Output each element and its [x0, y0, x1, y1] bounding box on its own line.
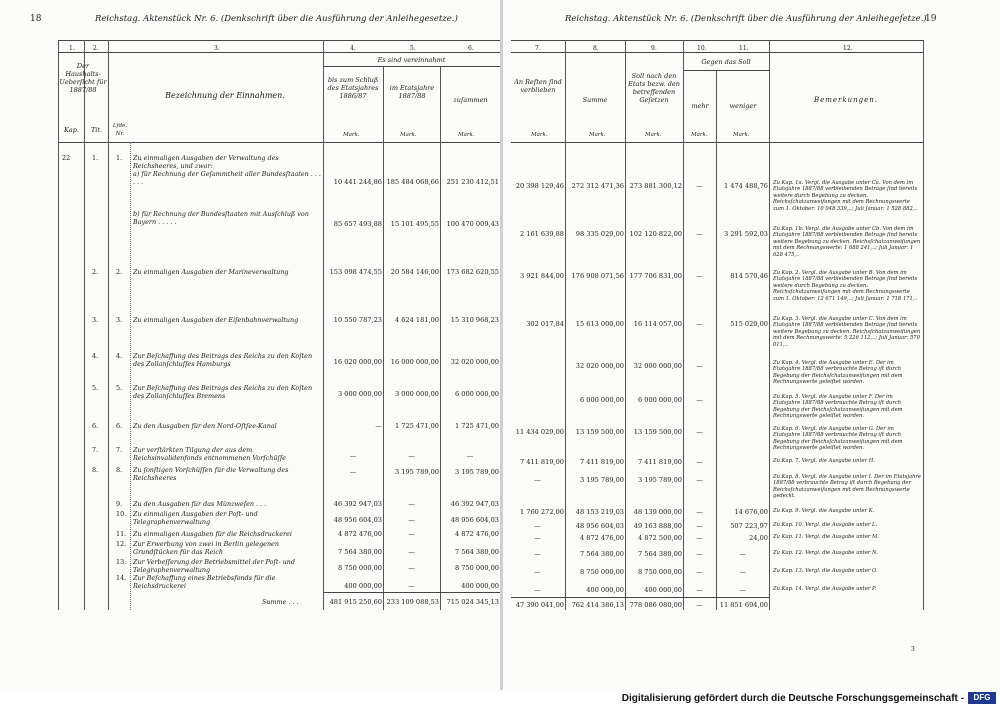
cell-col4: 4 872 476,00 [337, 530, 382, 538]
cell-col11: — [739, 568, 746, 576]
cell-description: Zu einmaligen Ausgaben der Marineverwaltung [133, 268, 289, 276]
footer-credit: Digitalisierung gefördert durch die Deutsche Forschungsgemeinschaft - [621, 693, 964, 704]
cell-remark: Zu Kap. 12. Vergl. die Ausgabe unter N. [773, 550, 878, 556]
cell-col4: — [349, 468, 357, 476]
header-kap: Kap. [64, 126, 79, 134]
cell-col4: — [349, 452, 357, 460]
cell-col8: 48 153 219,03 [575, 508, 624, 516]
col-rule [440, 66, 441, 610]
cell-col6: 8 750 000,00 [454, 564, 499, 572]
unit-label: Mark. [645, 132, 662, 138]
cell-col11: 1 474 488,76 [723, 182, 768, 190]
cell-col5: — [408, 582, 415, 590]
cell-col4: 8 750 000,00 [337, 564, 382, 572]
cell-col11: 24,00 [749, 534, 768, 542]
cell-remark: Zu Kap. 9. Vergl. die Ausgabe unter K. [773, 508, 875, 514]
cell-col11: 3 291 592,03 [723, 230, 768, 238]
cell-nr: 3. [116, 316, 123, 324]
cell-col5: 15 101 495,55 [390, 220, 439, 228]
cell-nr: 7. [116, 446, 123, 454]
header-tit: Tit. [90, 126, 103, 134]
cell-col10: — [696, 522, 703, 530]
cell-col6: 3 195 789,00 [454, 468, 499, 476]
cell-description: Zu den Ausgaben für das Münzweſen . . . [133, 500, 267, 508]
header-bottom-rule [58, 142, 500, 143]
cell-col11: 14 676,00 [734, 508, 768, 516]
cell-kap: 22 [62, 154, 71, 162]
cell-col11: 507 223,97 [730, 522, 768, 530]
cell-col7: — [534, 534, 541, 542]
col-rule-dotted [130, 142, 131, 610]
cell-description: Zu ſonſtigen Vorſchüſſen für die Verwaltung des Reichsheeres [133, 466, 289, 482]
header-col12: Bemerkungen. [813, 96, 879, 104]
cell-col8: 8 750 000,00 [579, 568, 624, 576]
cell-col10: — [696, 320, 703, 328]
cell-col5: — [408, 564, 415, 572]
sum-label: Summe . . . [262, 598, 299, 606]
cell-col10: — [696, 550, 703, 558]
unit-label: Mark. [589, 132, 606, 138]
table-top-rule [511, 40, 923, 41]
unit-label: Mark. [531, 132, 548, 138]
table-top-rule [58, 40, 500, 41]
cell-nr: 13. [116, 558, 127, 566]
header-col6: zuſammen [453, 96, 488, 104]
cell-col4: 85 657 493,88 [333, 220, 382, 228]
cell-remark: Zu Kap. 3. Vergl. die Ausgabe unter C. Von dem im Etatsjahre 1887/88 verbleibenden Betrage ſind bereits weitere Begebung zu decken. Reichsſchatzanweiſungen mit dem Rechnungswerte: 5 226 112,..; Juli Januar: 570 011,.. [773, 316, 921, 348]
cell-col10: — [696, 272, 703, 280]
cell-col4: 46 392 947,03 [333, 500, 382, 508]
right-page [503, 0, 1000, 690]
col-rule [923, 40, 924, 610]
cell-col9: 7 564 380,00 [637, 550, 682, 558]
cell-col5: 3 000 000,00 [394, 390, 439, 398]
cell-description: Zur Erwerbung von zwei in Berlin gelegenen Grundſtücken für das Reich [133, 540, 279, 556]
header-col7: An Reſten ſind verblieben [514, 78, 562, 94]
cell-col4: — [375, 422, 382, 430]
cell-col10: — [696, 534, 703, 542]
cell-tit: 6. [92, 422, 99, 430]
cell-col5: 3 195 789,00 [394, 468, 439, 476]
cell-remark: Zu Kap. 7. Vergl. die Ausgabe unter H. [773, 458, 875, 464]
group-header-rule [323, 66, 500, 67]
col-rule [323, 40, 324, 610]
cell-col8: 7 564 380,00 [579, 550, 624, 558]
unit-label: Mark. [458, 132, 475, 138]
cell-nr: 9. [116, 500, 123, 508]
cell-col8: 4 872 476,00 [579, 534, 624, 542]
cell-col5: — [408, 530, 415, 538]
cell-col6: 48 956 604,03 [450, 516, 499, 524]
cell-col11: 515 020,00 [730, 320, 768, 328]
cell-col6: 46 392 947,03 [450, 500, 499, 508]
col-rule [383, 66, 384, 610]
cell-remark: Zu Kap. 4. Vergl. die Ausgabe unter E. Der im Etatsjahre 1887/88 verbrauchte Betrag iſt durch Begebung der Reichsſchatzanweiſungen mit dem Rechnungswerte geleiſtet worden. [773, 360, 903, 386]
column-number: 3. [214, 45, 220, 52]
header-col8: Summe [582, 96, 608, 104]
cell-col6: 6 000 000,00 [454, 390, 499, 398]
running-head-right: Reichstag. Aktenstück Nr. 6. (Denkschrift über die Ausführung der Anleihegeſetze.) [565, 14, 927, 24]
cell-col9: 177 706 831,00 [629, 272, 682, 280]
cell-col9: 6 000 000,00 [637, 396, 682, 404]
cell-col9: 3 195 789,00 [637, 476, 682, 484]
cell-col7: 7 411 819,00 [519, 458, 564, 466]
cell-col5: 185 484 068,66 [386, 178, 439, 186]
cell-col8: 7 411 819,00 [579, 458, 624, 466]
left-page [0, 0, 500, 690]
cell-nr: 6. [116, 422, 123, 430]
cell-col6: 1 725 471,00 [454, 422, 499, 430]
sum-col4: 481 915 250,60 [329, 598, 382, 606]
cell-col10: — [696, 230, 703, 238]
cell-col10: — [696, 396, 703, 404]
column-number-rule [511, 52, 923, 53]
cell-description: Zur Beſchaffung des Beitrags des Reichs zu den Koſten des Zollanſchluſſes Bremens [133, 384, 313, 400]
cell-col5: — [408, 548, 415, 556]
sum-rule [511, 597, 769, 598]
cell-description: b) für Rechnung der Bundesſtaaten mit Ausſchluß von Bayern . . . . . [133, 210, 309, 226]
cell-col5: 4 624 181,00 [394, 316, 439, 324]
cell-col4: 7 564 380,00 [337, 548, 382, 556]
cell-col6: — [466, 452, 474, 460]
column-number: 6. [468, 45, 474, 52]
cell-col9: 49 163 888,00 [633, 522, 682, 530]
column-number: 8. [593, 45, 599, 52]
cell-description: Zur Verbeſſerung der Betriebsmittel der Poſt- und Telegraphenverwaltung [133, 558, 295, 574]
cell-tit: 1. [92, 154, 99, 162]
unit-label: Mark. [400, 132, 417, 138]
cell-col9: 273 881 300,12 [629, 182, 682, 190]
cell-nr: 5. [116, 384, 123, 392]
cell-col4: 10 550 787,23 [333, 316, 382, 324]
cell-nr: 2. [116, 268, 123, 276]
cell-col8: 6 000 000,00 [579, 396, 624, 404]
header-col4: bis zum Schluß des Etatsjahres 1886/87 [327, 76, 379, 100]
cell-nr: 10. [116, 510, 127, 518]
unit-label: Mark. [691, 132, 708, 138]
cell-col6: 173 682 620,55 [446, 268, 499, 276]
cell-remark: Zu Kap. 6. Vergl. die Ausgabe unter G. Der im Etatsjahre 1887/88 verbrauchte Betrag iſt durch Begebung der Reichsſchatzanweiſungen mit dem Rechnungswerte geleiſtet worden. [773, 426, 903, 452]
cell-remark: Zu Kap. 5. Vergl. die Ausgabe unter F. Der im Etatsjahre 1887/88 verbrauchte Betrag iſt durch Begebung der Reichsſchatzanweiſungen mit dem Rechnungswerte geleiſtet worden. [773, 394, 903, 420]
signature-mark: 3 [911, 646, 915, 653]
cell-col6: 400 000,00 [461, 582, 499, 590]
column-number-rule [58, 52, 500, 53]
header-col10: mehr [691, 102, 709, 110]
sum-col5: 233 109 088,53 [386, 598, 439, 606]
cell-col7: — [534, 476, 541, 484]
header-haushalt: Der Haushalts-Ueberſicht für 1887/88 [59, 62, 107, 94]
sum-col8: 762 414 386,13 [571, 601, 624, 609]
cell-description: Zur verſtärkten Tilgung der aus dem Reichsinvalidenfonds entnommenen Vorſchüſſe [133, 446, 286, 462]
sum-rule [323, 592, 500, 593]
header-col9: Soll nach den Etats bezw. den betreffenden Geſetzen [628, 72, 680, 104]
cell-col10: — [696, 508, 703, 516]
cell-col10: — [696, 362, 703, 370]
column-number: 12. [843, 45, 853, 52]
cell-col7: 20 398 129,46 [515, 182, 564, 190]
cell-col10: — [696, 568, 703, 576]
cell-col9: 102 120 822,00 [629, 230, 682, 238]
cell-col7: 1 760 272,00 [519, 508, 564, 516]
cell-col4: 3 000 000,00 [337, 390, 382, 398]
cell-col9: 4 872 500,00 [637, 534, 682, 542]
cell-remark: Zu Kap. 10. Vergl. die Ausgabe unter L. [773, 522, 878, 528]
cell-remark: Zu Kap. 14. Vergl. die Ausgabe unter P. [773, 586, 877, 592]
cell-tit: 2. [92, 268, 99, 276]
cell-col5: — [408, 452, 415, 460]
cell-col8: 13 159 500,00 [575, 428, 624, 436]
cell-col6: 4 872 476,00 [454, 530, 499, 538]
cell-col6: 7 564 380,00 [454, 548, 499, 556]
cell-col10: — [696, 428, 703, 436]
cell-col10: — [696, 586, 703, 594]
cell-col8: 32 020 000,00 [575, 362, 624, 370]
column-number: 4. [350, 45, 356, 52]
cell-nr: 8. [116, 466, 123, 474]
cell-col5: 1 725 471,00 [394, 422, 439, 430]
cell-col7: 3 921 844,00 [519, 272, 564, 280]
cell-remark: Zu Kap. 1a. Vergl. die Ausgabe unter Ca. Von dem im Etatsjahre 1887/88 verbleibenden Betrage ſind bereits weitere durch Begebung zu decken. Reichsſchatzanweiſungen mit dem Rechnungswerte zum 1. Oktober: 10 048 339,..; Juli Januar: 1 528 882,.. [773, 180, 918, 212]
cell-col4: 48 956 604,03 [333, 516, 382, 524]
cell-col10: — [696, 458, 703, 466]
cell-col7: 11 434 029,00 [515, 428, 564, 436]
header-group-soll: Gegen das Soll [701, 58, 751, 66]
cell-remark: Zu Kap. 11. Vergl. die Ausgabe unter M. [773, 534, 880, 540]
cell-col11: 814 570,46 [730, 272, 768, 280]
cell-tit: 5. [92, 384, 99, 392]
cell-col9: 16 114 057,00 [633, 320, 682, 328]
cell-col6: 32 020 000,00 [450, 358, 499, 366]
cell-tit: 3. [92, 316, 99, 324]
cell-remark: Zu Kap. 2. Vergl. die Ausgabe unter B. Von dem im Etatsjahre 1887/88 verbleibenden Betrage ſind bereits weitere durch Begebung zu decken. Reichsſchatzanweiſungen mit dem Rechnungswerte zum 1. Oktober: 12 671 149,..; Juli Januar: 1 718 171,.. [773, 270, 918, 302]
cell-col8: 98 335 029,00 [575, 230, 624, 238]
cell-description: Zu einmaligen Ausgaben für die Reichsdruckerei [133, 530, 292, 538]
column-number: 1. [69, 45, 75, 52]
cell-description: Zu einmaligen Ausgaben der Poſt- und Telegraphenverwaltung [133, 510, 258, 526]
cell-col10: — [696, 182, 703, 190]
cell-col4: 153 098 474,55 [329, 268, 382, 276]
cell-col4: 16 020 000,00 [333, 358, 382, 366]
page-number-left: 18 [30, 14, 42, 24]
cell-remark: Zu Kap. 1b. Vergl. die Ausgabe unter Cb. Von dem im Etatsjahre 1887/88 verbleibenden Betrage ſind bereits weitere Begebung zu decken. Reichsſchatzanweiſungen mit dem Rechnungswerte: 1 688 241,..; Juli Januar: 1 628 475,.. [773, 226, 921, 258]
cell-col6: 15 310 968,23 [450, 316, 499, 324]
cell-col9: 400 000,00 [644, 586, 682, 594]
cell-col8: 15 613 000,00 [575, 320, 624, 328]
cell-col7: — [534, 586, 541, 594]
unit-label: Mark. [733, 132, 750, 138]
cell-col8: 3 195 789,00 [579, 476, 624, 484]
cell-col4: 400 000,00 [344, 582, 382, 590]
cell-col7: — [534, 550, 541, 558]
column-number: 7. [535, 45, 541, 52]
cell-col9: 32 000 000,00 [633, 362, 682, 370]
sum-col7: 47 390 041,00 [515, 601, 564, 609]
column-number: 9. [651, 45, 657, 52]
cell-col8: 400 000,00 [586, 586, 624, 594]
cell-nr: 4. [116, 352, 123, 360]
cell-nr: 14. [116, 574, 127, 582]
cell-tit: 8. [92, 466, 99, 474]
sum-col10: — [696, 601, 703, 609]
cell-description: Zu einmaligen Ausgaben der Eiſenbahnverwaltung [133, 316, 299, 324]
column-number: 2. [93, 45, 99, 52]
column-number: 11. [739, 45, 749, 52]
group-header-rule [683, 70, 769, 71]
header-lfd-nr: Lfde. Nr. [112, 123, 128, 137]
header-bezeichnung: Bezeichnung der Einnahmen. [165, 91, 285, 100]
cell-col5: — [408, 516, 415, 524]
cell-col7: — [534, 568, 541, 576]
cell-col7: 302 017,84 [526, 320, 564, 328]
cell-tit: 4. [92, 352, 99, 360]
running-head-left: Reichstag. Aktenstück Nr. 6. (Denkschrift über die Ausführung der Anleihegesetze.) [95, 14, 458, 24]
cell-tit: 7. [92, 446, 99, 454]
cell-col8: 272 312 471,36 [571, 182, 624, 190]
cell-col5: 20 584 146,00 [390, 268, 439, 276]
col-rule [769, 40, 770, 610]
cell-col8: 48 956 604,03 [575, 522, 624, 530]
cell-col7: 2 161 639,88 [519, 230, 564, 238]
cell-col5: — [408, 500, 415, 508]
cell-nr: 12. [116, 540, 127, 548]
header-group-vereinnahmt: Es sind vereinnahmt [377, 56, 446, 64]
cell-col9: 7 411 819,00 [637, 458, 682, 466]
cell-description: Zu einmaligen Ausgaben der Verwaltung des Reichsheeres, und zwar: a) für Rechnung der Geſammtheit aller Bundesſtaaten . . . . . . [133, 154, 321, 186]
cell-col5: 16 000 000,00 [390, 358, 439, 366]
cell-remark: Zu Kap. 8. Vergl. die Ausgabe unter I. Der im Etatsjahre 1887/88 verbrauchte Betrag iſt durch Begebung der Reichsſchatzanweiſungen mit dem Rechnungswerte gedeckt. [773, 474, 921, 500]
cell-remark: Zu Kap. 13. Vergl. die Ausgabe unter O. [773, 568, 878, 574]
cell-description: Zur Beſchaffung eines Betriebsfonds für die Reichsdruckerei [133, 574, 276, 590]
cell-description: Zur Beſchaffung des Beitrags des Reichs zu den Koſten des Zollanſchluſſes Hamburgs [133, 352, 313, 368]
sum-col6: 715 024 345,13 [446, 598, 499, 606]
cell-col10: — [696, 476, 703, 484]
dfg-logo-icon: DFG [968, 692, 996, 704]
cell-col9: 13 159 500,00 [633, 428, 682, 436]
header-bottom-rule [511, 142, 923, 143]
cell-col8: 176 908 071,56 [571, 272, 624, 280]
cell-description: Zu den Ausgaben für den Nord-Oſtſee-Kanal [133, 422, 277, 430]
cell-col4: 10 441 244,86 [333, 178, 382, 186]
cell-col11: — [739, 586, 746, 594]
sum-col11: 11 851 694,00 [719, 601, 768, 609]
sum-col9: 778 086 080,00 [629, 601, 682, 609]
unit-label: Mark. [343, 132, 360, 138]
cell-col9: 48 139 000,00 [633, 508, 682, 516]
page-number-right: 19 [925, 14, 937, 24]
column-number: 10. [697, 45, 707, 52]
digitization-footer [0, 690, 1000, 707]
cell-col9: 8 750 000,00 [637, 568, 682, 576]
header-col11: weniger [729, 102, 757, 110]
cell-col6: 251 230 412,51 [446, 178, 499, 186]
cell-col6: 100 470 009,43 [446, 220, 499, 228]
column-number: 5. [410, 45, 416, 52]
cell-nr: 11. [116, 530, 127, 538]
cell-col11: — [739, 550, 746, 558]
cell-nr: 1. [116, 154, 123, 162]
cell-col7: — [534, 522, 541, 530]
header-col5: im Etatsjahre 1887/88 [389, 84, 435, 100]
